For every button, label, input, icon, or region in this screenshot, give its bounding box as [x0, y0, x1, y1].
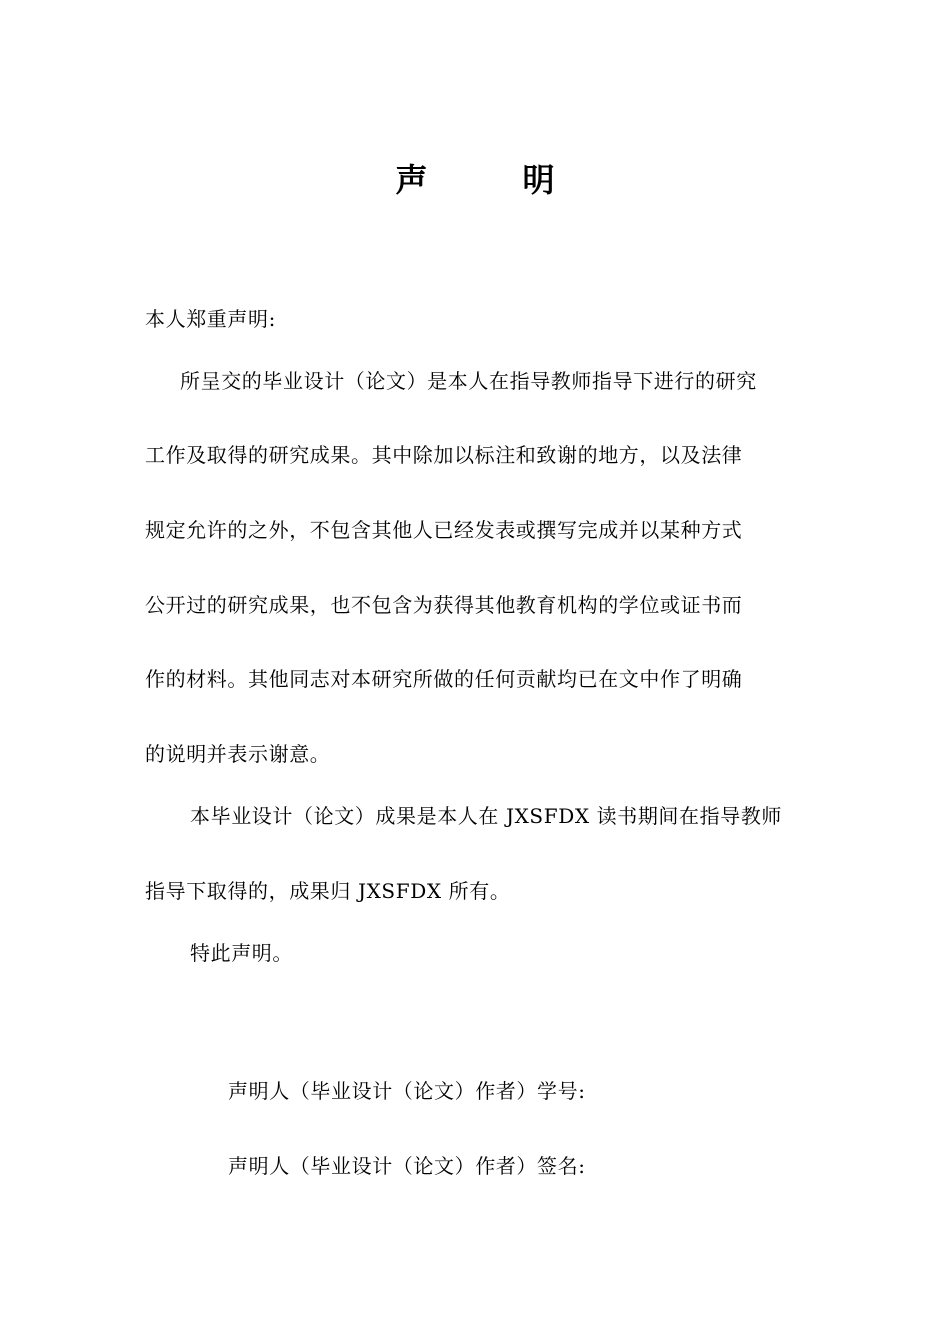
paragraph1-line-3: 规定允许的之外，不包含其他人已经发表或撰写完成并以某种方式	[145, 518, 743, 542]
paragraph2-line-2: 指导下取得的，成果归 JXSFDX 所有。	[145, 879, 511, 903]
intro-line: 本人郑重声明:	[145, 307, 276, 331]
closing-line: 特此声明。	[190, 941, 293, 965]
paragraph1-line-5: 作的材料。其他同志对本研究所做的任何贡献均已在文中作了明确	[145, 667, 743, 691]
paragraph2-line-1: 本毕业设计（论文）成果是本人在 JXSFDX 读书期间在指导教师	[190, 804, 783, 828]
paragraph1-line-2: 工作及取得的研究成果。其中除加以标注和致谢的地方，以及法律	[145, 443, 743, 467]
paragraph1-line-1: 所呈交的毕业设计（论文）是本人在指导教师指导下进行的研究	[180, 369, 757, 393]
paragraph1-line-4: 公开过的研究成果，也不包含为获得其他教育机构的学位或证书而	[145, 593, 743, 617]
title-char-2: 明	[522, 161, 555, 199]
paragraph1-line-6: 的说明并表示谢意。	[145, 742, 331, 766]
title-char-1: 声	[395, 161, 428, 199]
page-title	[0, 155, 950, 201]
signature-label: 声明人（毕业设计（论文）作者）签名:	[228, 1154, 586, 1178]
student-id-label: 声明人（毕业设计（论文）作者）学号:	[228, 1079, 586, 1103]
